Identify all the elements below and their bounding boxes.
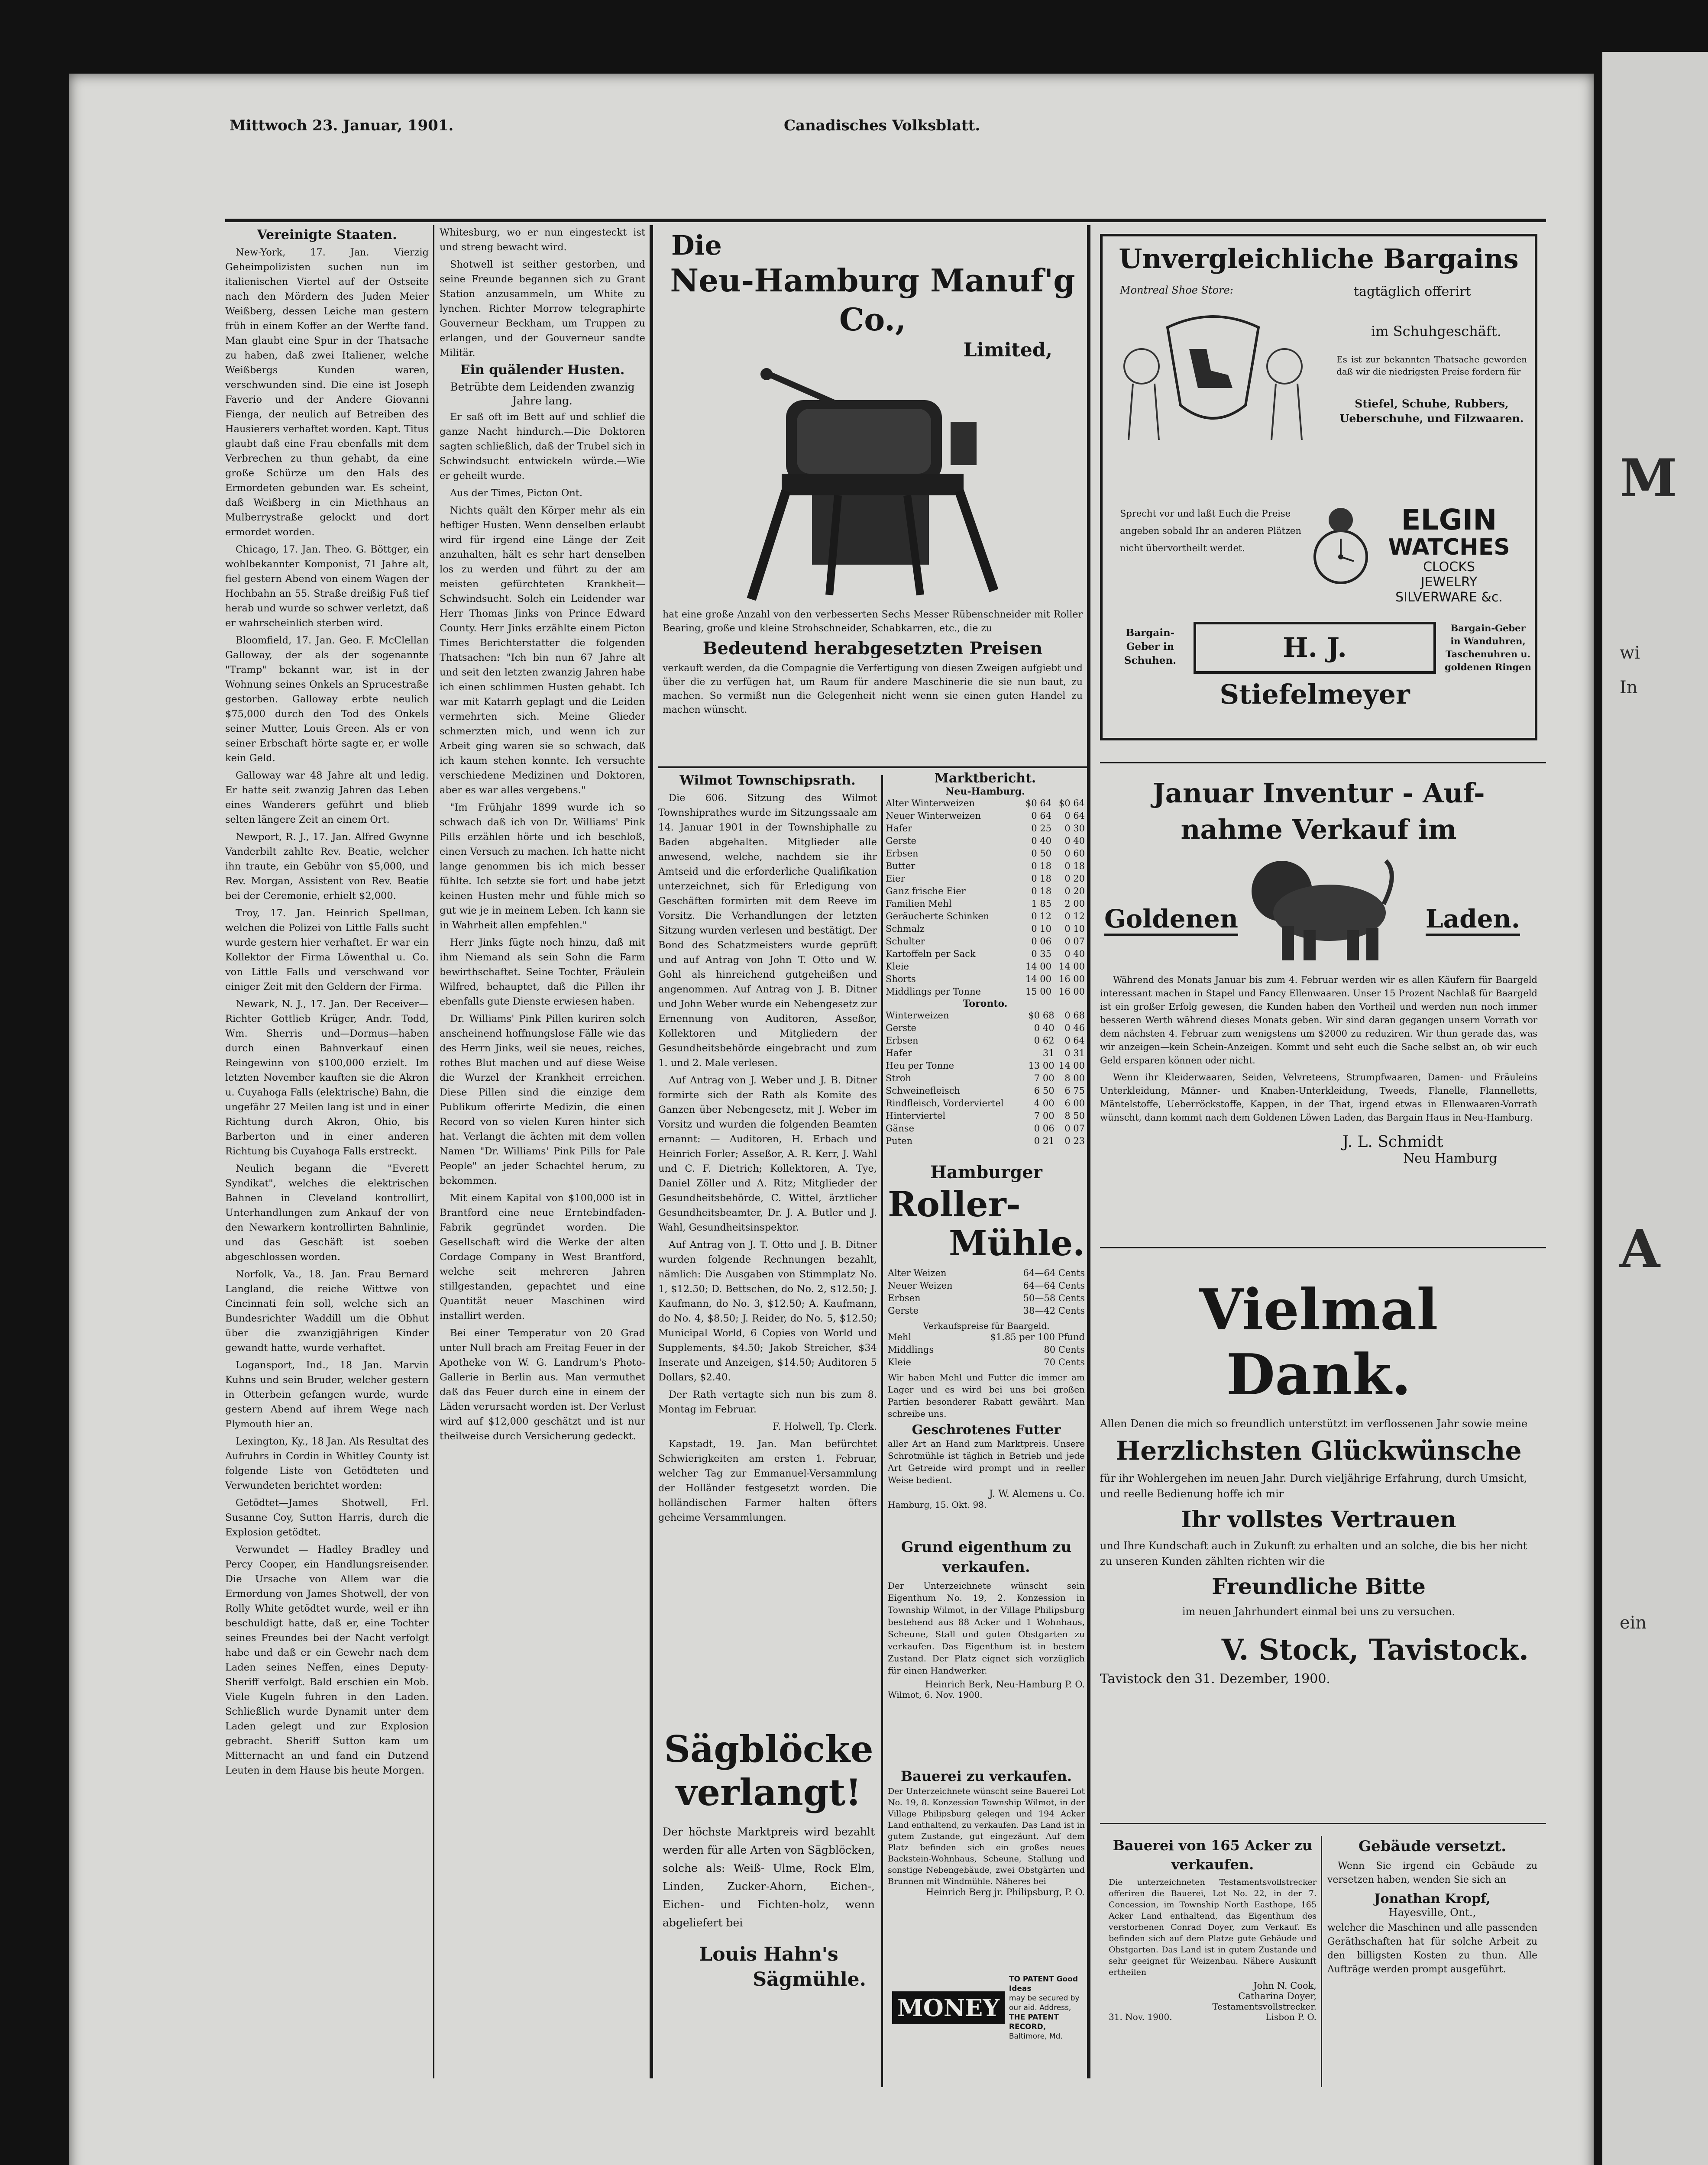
table-cell: 0 10 [1031, 924, 1052, 934]
brand-elgin: ELGIN [1401, 503, 1497, 536]
table-cell: 13 00 [1028, 1060, 1055, 1071]
price-table [888, 1331, 1085, 1369]
ad-headline: nahme Verkauf im [1181, 814, 1457, 845]
adjacent-text: In [1620, 678, 1638, 698]
ad-headline: Gebäude versetzt. [1358, 1838, 1507, 1855]
signature: F. Holwell, Tp. Clerk. [772, 1421, 877, 1432]
ad-owner: Louis Hahn's [699, 1943, 838, 1965]
table-row [886, 986, 1085, 998]
table-cell: Gerste [886, 1023, 916, 1033]
article-paragraph: Aus der Times, Picton Ont. [450, 488, 583, 499]
brand-watches: WATCHES [1388, 534, 1510, 560]
table-row [888, 1280, 1085, 1292]
table-cell: 0 06 [1031, 936, 1052, 947]
ad-headline: Ihr vollstes Vertrauen [1181, 1506, 1456, 1533]
section-title: Vereinigte Staaten. [257, 227, 397, 242]
table-row [886, 973, 1085, 986]
table-cell: 0 40 [1064, 949, 1085, 959]
news-item: Norfolk, Va., 18. Jan. Frau Bernard Langland, die reiche Wittwe von Cincinnati fein soll, welche sich an Bundesrichter Waddill um die Obhut über die zwanzigjährigen Kinder gewandt hatte, wurde verhaftet. [225, 1269, 429, 1354]
header-rule [225, 219, 1546, 222]
table-cell: 14 00 [1058, 961, 1085, 972]
ad-body: Allen Denen die mich so freundlich unterstützt im verflossenen Jahr sowie meine [1100, 1418, 1528, 1430]
newspaper-name: Canadisches Volksblatt. [784, 117, 980, 134]
table-cell: 64—64 Cents [1023, 1268, 1085, 1278]
ad-stiefelmeyer-bargains [1100, 234, 1537, 740]
table-cell: Ganz frische Eier [886, 886, 966, 896]
section-title: Wilmot Townschipsrath. [679, 773, 856, 788]
ad-headline: Bauerei von 165 Acker zu verkaufen. [1113, 1837, 1313, 1873]
table-cell: 0 68 [1064, 1010, 1085, 1021]
table-row [888, 1292, 1085, 1305]
table-cell: 16 00 [1058, 974, 1085, 984]
table-cell: 0 10 [1064, 924, 1085, 934]
table-cell: 8 00 [1064, 1073, 1085, 1083]
table-cell: 14 00 [1025, 974, 1052, 984]
table-cell: 6 75 [1064, 1086, 1085, 1096]
ad-goods: Stiefel, Schuhe, Rubbers, Ueberschuhe, und Filzwaaren. [1339, 397, 1524, 425]
table-cell: 0 64 [1064, 1035, 1085, 1046]
signature: J. L. Schmidt [1342, 1133, 1443, 1151]
table-cell: Geräucherte Schinken [886, 911, 990, 921]
company-name: Neu-Hamburg Manuf'g Co., [670, 262, 1075, 338]
table-row [886, 960, 1085, 973]
table-row [886, 860, 1085, 872]
table-cell: Erbsen [888, 1293, 921, 1303]
section-rule [1100, 1823, 1546, 1824]
ad-headline: Herzlichsten Glückwünsche [1116, 1436, 1522, 1466]
article-paragraph: Dr. Williams' Pink Pillen kuriren solch anscheinend hoffnungslose Fälle wie das des Herrn Jinks, weil sie neues, reiches, rothes Blut machen und auf diese Weise die Wurzel der Krankheit erreichen. Diese Pillen sind die einzige dem Publikum offerirte Medizin, die einen Record von so vielen Kuren hinter sich hat. Verlangt die ächten mit dem vollen Namen "Dr. Williams' Pink Pills for Pale People" an jeder Schachtel herum, zu bekommen. [440, 1013, 645, 1186]
news-item: Logansport, Ind., 18 Jan. Marvin Kuhns und sein Bruder, welcher gestern in Otterbein gefangen wurde, wurde gestern Abend auf ihrem Wege nach Plymouth hier an. [225, 1360, 429, 1430]
table-cell: 0 18 [1031, 873, 1052, 884]
table-row [888, 1344, 1085, 1356]
ad-body: Der höchste Marktpreis wird bezahlt werden für alle Arten von Sägblöcken, solche als: Weiß- Ulme, Rock Elm, Linden, Zucker-Ahorn, Eichen-, Eichen- und Fichten-holz, wenn abgeliefert bei [663, 1826, 875, 1929]
news-item: New-York, 17. Jan. Vierzig Geheimpolizisten suchen nun im italienischen Viertel auf der Ostseite nach den Mördern des Juden Meier Weißberg, dessen Leiche man gestern früh in einem Koffer an der Werfte fand. Man glaubt eine Spur in der Thatsache zu haben, daß zwei Italiener, welche Weißbergs Kunden waren, verschwunden sind. Die eine ist Joseph Faverio und der Andere Giovanni Fienga, der neulich auf Betreiben des Hausierers verhaftet worden. Kapt. Titus glaubt daß eine Frau ebenfalls mit dem Verbrechen zu thun gehabt, da eine große Schürze um den Hals des Ermordeten gebunden war. Es scheint, daß Weißberg in ein Miethhaus an Mulberrystraße gelockt und dort ermordet worden. [225, 247, 429, 538]
article-title: Ein quälender Husten. [460, 362, 625, 378]
table-cell: 64—64 Cents [1023, 1280, 1085, 1291]
table-cell: 70 Cents [1044, 1357, 1085, 1367]
table-cell: 0 40 [1031, 836, 1052, 846]
ad-subhead: Geschrotenes Futter [912, 1422, 1061, 1438]
signature: Heinrich Berk, Neu-Hamburg P. O. [925, 1679, 1085, 1690]
ad-label: Bargain-Geber in Schuhen. [1124, 627, 1177, 666]
signature: Catharina Doyer, [1238, 1991, 1317, 2001]
table-row [886, 1085, 1085, 1097]
table-row [888, 1356, 1085, 1369]
column-rule [881, 775, 883, 2087]
table-cell: 0 23 [1064, 1136, 1085, 1146]
table-cell: Rindfleisch, Vorderviertel [886, 1098, 1004, 1108]
table-cell: 0 40 [1034, 1023, 1055, 1033]
article-subtitle: Betrübte dem Leidenden zwanzig Jahre lang. [450, 381, 635, 407]
adjacent-text: ein [1620, 1613, 1647, 1633]
table-row [886, 797, 1085, 810]
ad-line: Baltimore, Md. [1009, 2032, 1063, 2041]
table-row [886, 872, 1085, 885]
signature: Testamentsvollstrecker. [1212, 2001, 1317, 2012]
table-cell: 0 35 [1031, 949, 1052, 959]
news-item: Kapstadt, 19. Jan. Man befürchtet Schwierigkeiten am ersten 1. Februar, welcher Tag zur Emmanuel-Versammlung der Holländer festgesetzt worden. Die holländischen Farmer halten öfters geheime Versammlungen. [658, 1438, 877, 1523]
shoe-illustration [1116, 301, 1310, 444]
ad-body: Während des Monats Januar bis zum 4. Februar werden wir es allen Käufern für Baargeld interessant machen in Stapel und Fancy Ellenwaaren. Unser 15 Prozent Nachlaß für Baargeld ist ein großer Erfolg gewesen, die Kunden haben den Vortheil und werden nun noch immer besseren Werth während dieses Monats geben. Wir sind daran gegangen unsern Vorrath vor dem nächsten 4. Februar zum wenigstens um $2000 zu reduziren. Wir thun gerade das, was wir anzeigen—kein Schein-Anzeigen. Kommt und seht euch die Sache selbst an, ob wir euch Geld ersparen können oder nicht. [1100, 975, 1537, 1066]
article-paragraph: Herr Jinks fügte noch hinzu, daß mit ihm Niemand als sein Sohn die Farm bewirthschaftet. Seine Tochter, Fräulein Wilfred, behauptet, daß die Pillen ihr ebenfalls gute Dienste erwiesen haben. [440, 937, 645, 1007]
news-item: Whitesburg, wo er nun eingesteckt ist und streng bewacht wird. [440, 227, 645, 253]
merchant-signature: V. Stock, Tavistock. [1221, 1633, 1529, 1667]
ad-headline: Januar Inventur - Auf- [1152, 777, 1485, 809]
ad-body: aller Art an Hand zum Marktpreis. Unsere Schrotmühle ist täglich in Betrieb und jede Art Getreide wird prompt und in reeller Weise bedient. [888, 1438, 1085, 1485]
table-cell: Gerste [886, 836, 916, 846]
ad-goldenen-laden [1100, 775, 1537, 1243]
table-cell: $0 64 [1058, 798, 1085, 808]
ad-body: und Ihre Kundschaft auch in Zukunft zu erhalten und an solche, die bis her nicht zu unseren Kunden zählten richten wir die [1100, 1540, 1527, 1567]
news-item: Getödtet—James Shotwell, Frl. Susanne Coy, Sutton Harris, durch die Explosion getödtet. [225, 1497, 429, 1538]
table-cell: Middlings per Tonne [886, 986, 981, 997]
table-cell: Alter Winterweizen [886, 798, 975, 808]
ad-line: TO PATENT Good Ideas [1009, 1975, 1078, 1993]
table-row [886, 822, 1085, 835]
table-row [886, 935, 1085, 948]
company-suffix: Limited, [963, 339, 1052, 361]
market-city: Toronto. [963, 998, 1008, 1009]
ad-neu-hamburg-manufacturing [658, 229, 1087, 762]
ad-headline: Mühle. [948, 1223, 1085, 1263]
adjacent-letter: A [1620, 1218, 1660, 1280]
table-cell: Winterweizen [886, 1010, 949, 1021]
date: 31. Nov. 1900. [1109, 2012, 1172, 2022]
ad-body: im neuen Jahrhundert einmal bei uns zu versuchen. [1182, 1606, 1456, 1618]
table-cell: 0 18 [1064, 861, 1085, 871]
ad-body: Es ist zur bekannten Thatsache geworden daß wir die niedrigsten Preise fordern für [1336, 354, 1527, 377]
article-paragraph: "Im Frühjahr 1899 wurde ich so schwach daß ich von Dr. Williams' Pink Pills erzählen hörte und ich beschloß, einen Versuch zu machen. Ich hatte nicht lange genommen bis ich mich besser fühlte. Ich setzte sie fort und habe jetzt keinen Husten mehr und fühle mich so gut wie je in meinem Leben. Ich kann sie in Wahrheit allen empfehlen." [440, 802, 645, 931]
table-row [886, 1110, 1085, 1122]
table-row [886, 885, 1085, 898]
column-wilmot-council [658, 771, 877, 1723]
table-cell: 0 64 [1064, 811, 1085, 821]
market-report [886, 771, 1085, 1152]
page-header [160, 117, 1568, 143]
ad-line: im Schuhgeschäft. [1371, 323, 1501, 339]
table-cell: 0 12 [1064, 911, 1085, 921]
ad-property-sale [888, 1537, 1085, 1762]
adjacent-page-strip [1602, 52, 1708, 2165]
table-row [886, 1072, 1085, 1085]
table-cell: Butter [886, 861, 915, 871]
table-cell: Hafer [886, 823, 912, 834]
table-row [886, 910, 1085, 923]
table-cell: 0 07 [1064, 1123, 1085, 1134]
ad-headline: Goldenen [1104, 904, 1238, 936]
council-paragraph: Auf Antrag von J. T. Otto und J. B. Ditner wurden folgende Rechnungen bezahlt, nämlich: Die Ausgaben von Stimmplatz No. 1, $12.50; D. Bettschen, do No. 2, $12.50; J. Kaufmann, do No. 3, $12.50; A. Kaufmann, do No. 4, $8.50; J. Reider, do No. 5, $12.50; Municipal World, 6 Copies von World und Supplements, $4.50; Jakob Streicher, $34 Inserate und Anzeigen, $14.50; Auditoren 5 Dollars, $2.40. [658, 1239, 877, 1383]
table-cell: Neuer Weizen [888, 1280, 953, 1291]
signature-place: Neu Hamburg [1403, 1151, 1498, 1166]
news-item: Newport, R. J., 17. Jan. Alfred Gwynne Vanderbilt zahlte Rev. Beatie, welcher ihn traute, ein Gebühr von $5,000, und Rev. Morgan, Assistent von Rev. Beatie bei der Ceremonie, erhielt $2,000. [225, 831, 429, 902]
table-row [886, 1122, 1085, 1135]
table-row [886, 1047, 1085, 1060]
table-cell: 6 50 [1034, 1086, 1055, 1096]
table-cell: 0 40 [1064, 836, 1085, 846]
ad-body: Der Unterzeichnete wünscht seine Bauerei Lot No. 19, 8. Konzession Township Wilmot, in der Village Philipsburg gelegen und 194 Acker Land enthaltend, zu verkaufen. Das Land ist in gutem Zustande, gut eingezäunt. Auf dem Platz befinden sich ein großes neues Backstein-Wohnhaus, Scheune, Stallung und sonstige Nebengebäude, zwei Obstgärten und Brunnen mit Windmühle. Näheres bei [888, 1787, 1085, 1886]
table-row [888, 1305, 1085, 1317]
table-cell: 15 00 [1025, 986, 1052, 997]
table-row [886, 1135, 1085, 1147]
table-cell: 0 20 [1064, 873, 1085, 884]
table-row [886, 1022, 1085, 1034]
table-cell: 31 [1042, 1048, 1055, 1058]
table-cell: Gänse [886, 1123, 915, 1134]
section-rule [1100, 762, 1546, 763]
table-cell: 0 62 [1034, 1035, 1055, 1046]
news-item: Bloomfield, 17. Jan. Geo. F. McClellan Galloway, der als der sogenannte "Tramp" bekannt war, ist in der Wohnung seines Onkels an Sprucestraße gestorben. Galloway erbte neulich $75,000 durch den Tod des Onkels seiner Mutter, Louis Green. Als er von seiner Erbschaft hörte sagte er, er wolle kein Geld. [225, 635, 429, 764]
table-cell: 0 64 [1031, 811, 1052, 821]
ad-body: verkauft werden, da die Compagnie die Verfertigung von diesen Zweigen aufgiebt und über die zu verfügen hat, um Raum für andere Maschinerie die sie nun baut, zu machen. So vermißt nun die Gelegenheit nicht wenn sie einen guten Handel zu machen wünscht. [663, 663, 1083, 715]
ad-body: Der Unterzeichnete wünscht sein Eigenthum No. 19, 2. Konzession in Township Wilmot, in der Village Philipsburg bestehend aus 88 Acker und 1 Wohnhaus, Scheune, Stall und guten Obstgarten zu verkaufen. Das Eigenthum ist in bestem Zustand. Der Platz eignet sich vorzüglich für einen Handwerker. [888, 1580, 1085, 1676]
table-cell: 2 00 [1064, 898, 1085, 909]
council-paragraph: Die 606. Sitzung des Wilmot Townshiprathes wurde im Sitzungssaale am 14. Januar 1901 in der Townshiphalle zu Baden abgehalten. Mitglieder alle anwesend, welche, nachdem sie ihr Amtseid und die erforderliche Qualifikation unterzeichnet, sich für Erledigung von Geschäften formirten mit dem Reeve im Vorsitz. Die Verhandlungen der letzten Sitzung wurden verlesen und bestätigt. Der Bond des Schatzmeisters wurde geprüft und auf Antrag von John T. Otto und W. Gohl als hinreichend gutgeheißen und angenommen. Auf Antrag von J. B. Ditner und John Weber wurde ein Nebengesetz zur Ernennung von Auditoren, Asseßor, Kollektoren und Mitgliedern der Gesundheitsbehörde eingebracht und zum 1. und 2. Male verlesen. [658, 792, 877, 1069]
table-cell: 0 50 [1031, 848, 1052, 859]
table-cell: Heu per Tonne [886, 1060, 954, 1071]
post-office: Lisbon P. O. [1265, 2012, 1317, 2022]
ad-line: tagtäglich offerirt [1354, 284, 1471, 299]
ad-headline: Roller- [888, 1184, 1021, 1225]
table-cell: Gerste [888, 1305, 919, 1316]
date: Hamburg, 15. Okt. 98. [888, 1499, 987, 1510]
ad-farm-sale [888, 1767, 1085, 1961]
table-cell: Puten [886, 1136, 913, 1146]
table-cell: Alter Weizen [888, 1268, 947, 1278]
ad-headline: Vielmal Dank. [1199, 1276, 1438, 1408]
section-rule [1100, 1247, 1546, 1248]
table-row [886, 847, 1085, 860]
table-cell: $1.85 per 100 Pfund [990, 1332, 1085, 1342]
news-item: Verwundet — Hadley Bradley und Percy Cooper, ein Handlungsreisender. Die Ursache von Allem war die Ermordung von James Shotwell, der von Rolly White getödtet wurde, weil er ihn beschuldigt hatte, daß er, eine Tochter seines Freundes bei der Nacht verfolgt habe und daß er ein Gewehr nach dem Laden seines Neffen, eines Deputy-Sheriff verfolgt. Bald erschien ein Mob. Viele Kugeln fuhren in den Laden. Schließlich wurde Dynamit unter dem Laden gelegt und zur Explosion gebracht. Sheriff Sutton kam um Mitternacht an und fand ein Dutzend Leuten in dem Hause bis heute Morgen. [225, 1544, 429, 1776]
table-row [886, 1097, 1085, 1110]
article-paragraph: Nichts quält den Körper mehr als ein heftiger Husten. Wenn denselben erlaubt wird für irgend eine Länge der Zeit anzuhalten, hält es sehr hart denselben los zu werden und führt zu der am meisten gefürchteten Krankheit—Schwindsucht. Solch ein Leidender war Herr Thomas Jinks von Prince Edward County. Herr Jinks erzählte einem Picton Times Berichterstatter die folgenden Thatsachen: "Ich bin nun 67 Jahre alt und seit den letzten zwanzig Jahren habe ich einen schlimmen Husten gehabt. Ich war mit Katarrh geplagt und die Leiden vermehrten sich. Meine Glieder schmerzten mich, und wenn ich zur Arbeit ging waren sie so schwach, daß ich kaum stehen konnte. Ich versuchte verschiedene Medizinen und Doktoren, aber es war alles vergebens." [440, 505, 645, 796]
table-cell: 50—58 Cents [1023, 1293, 1085, 1303]
news-item: Galloway war 48 Jahre alt und ledig. Er hatte seit zwanzig Jahren das Leben eines Wanderers geführt und blieb selten längere Zeit an einem Ort. [225, 770, 429, 825]
date: Tavistock den 31. Dezember, 1900. [1100, 1671, 1330, 1687]
column-rule [1321, 1836, 1322, 2087]
table-cell: 0 18 [1031, 886, 1052, 896]
table-cell: 0 18 [1031, 861, 1052, 871]
ad-headline: Hamburger [930, 1162, 1042, 1183]
news-item: Shotwell ist seither gestorben, und seine Freunde begannen sich zu Grant Station anzusammeln, um White zu lynchen. Richter Morrow telegraphirte Gouverneur Beckham, um Truppen zu erlangen, und der Gouverneur sandte Militär. [440, 259, 645, 359]
table-cell: Schulter [886, 936, 925, 947]
table-cell: 0 06 [1034, 1123, 1055, 1134]
ad-subhead: Verkaufspreise für Baargeld. [923, 1321, 1050, 1331]
ad-body: für ihr Wohlergehen im neuen Jahr. Durch vieljährige Erfahrung, durch Umsicht, und reelle Bedienung hoffe ich mir [1100, 1472, 1527, 1500]
ad-headline: Sägblöcke verlangt! [664, 1728, 873, 1814]
table-row [886, 898, 1085, 910]
contractor-place: Hayesville, Ont., [1388, 1906, 1476, 1919]
ad-headline: Grund eigenthum zu verkaufen. [901, 1538, 1072, 1576]
lion-illustration [1239, 848, 1394, 965]
table-row [886, 835, 1085, 847]
column-news-2 [440, 225, 645, 2087]
signature: J. W. Alemens u. Co. [989, 1489, 1085, 1499]
news-item: Lexington, Ky., 18 Jan. Als Resultat des Aufruhrs in Cordin in Whitley County ist folgende Liste von Getödteten und Verwundeten berichtet worden: [225, 1436, 429, 1491]
table-cell: Eier [886, 873, 905, 884]
table-cell: Middlings [888, 1344, 934, 1355]
issue-date: Mittwoch 23. Januar, 1901. [230, 117, 454, 134]
news-item: Neulich begann die "Everett Syndikat", welches die elektrischen Bahnen in Cleveland kontrollirt, Unterhandlungen zum Ankauf der von den Newarkern kontrollirten Bahnlinie, und das Geschäft ist soeben abgeschlossen worden. [225, 1163, 429, 1263]
table-cell: Schmalz [886, 924, 925, 934]
price-table [888, 1267, 1085, 1317]
ad-saw-logs [663, 1728, 875, 2087]
column-rule [433, 225, 434, 2078]
market-city: Neu-Hamburg. [945, 786, 1025, 797]
table-cell: 0 31 [1064, 1048, 1085, 1058]
table-cell: 38—42 Cents [1023, 1305, 1085, 1316]
news-item: Troy, 17. Jan. Heinrich Spellman, welchen die Polizei von Little Falls sucht wurde gestern hier verhaftet. Er war ein Kollektor der Firma Löwenthal u. Co. von Little Falls und verschwand vor einiger Zeit mit den Geldern der Firma. [225, 908, 429, 992]
table-cell: $0 64 [1025, 798, 1052, 808]
market-table-neu-hamburg [886, 797, 1085, 998]
table-cell: 0 25 [1031, 823, 1052, 834]
table-cell: 14 00 [1025, 961, 1052, 972]
table-row [888, 1331, 1085, 1344]
table-cell: 6 00 [1064, 1098, 1085, 1108]
adjacent-text: wi [1620, 643, 1640, 663]
ad-building-moving [1327, 1836, 1537, 2078]
brand-silverware: SILVERWARE &c. [1395, 590, 1503, 605]
table-cell: 16 00 [1058, 986, 1085, 997]
ad-body: Wenn ihr Kleiderwaaren, Seiden, Velvreteens, Strumpfwaaren, Damen- und Fräuleins Unterkleidung, Männer- und Knaben-Unterkleidung, Tweeds, Flanelle, Flannelletts, Mäntelstoffe, Ueberröckstoffe, Kappen, in der That, irgend etwas in Ellenwaaren-Vorrath wünscht, dann kommt nach dem Goldenen Löwen Laden, das Bargain Haus in Neu-Hamburg. [1100, 1072, 1537, 1123]
table-cell: 7 00 [1034, 1073, 1055, 1083]
article-paragraph: Mit einem Kapital von $100,000 ist in Brantford eine neue Erntebindfaden-Fabrik gegründet worden. Die Gesellschaft wird die Werke der alten Cordage Company in West Brantford, welche seit mehreren Jahren stillgestanden, gepachtet und eine Quantität neuer Maschinen wird installirt werden. [440, 1192, 645, 1322]
table-cell: Shorts [886, 974, 916, 984]
ad-line: THE PATENT RECORD, [1009, 2013, 1059, 2031]
merchant-name: H. J. Stiefelmeyer [1194, 622, 1436, 674]
ad-body: Die unterzeichneten Testamentsvollstrecker offeriren die Bauerei, Lot No. 22, in der 7. Concession, im Township North Easthope, 165 Acker Land enthaltend, das Eigenthum des verstorbenen Conrad Doyer, zum Verkauf. Es befinden sich auf dem Platze gute Gebäude und Obstgarten. Das Land ist in gutem Zustande und sehr geeignet für Weizenbau. Nähere Auskunft ertheilen [1109, 1877, 1317, 1977]
table-cell: Schweinefleisch [886, 1086, 960, 1096]
table-row [886, 1060, 1085, 1072]
table-cell: Familien Mehl [886, 898, 952, 909]
section-title: Marktbericht. [934, 771, 1036, 786]
table-row [886, 1034, 1085, 1047]
table-cell: 14 00 [1058, 1060, 1085, 1071]
article-paragraph: Bei einer Temperatur von 20 Grad unter Null brach am Freitag Feuer in der Apotheke von W. G. Landrum's Photo-Gallerie in Berlin aus. Man vermuthet daß das Feuer durch eine in einem der Läden verursacht worden ist. Der Verlust wird auf $12,000 geschätzt und ist nur theilweise durch Versicherung gedeckt. [440, 1328, 645, 1442]
table-cell: $0 68 [1028, 1010, 1055, 1021]
ad-body: hat eine große Anzahl von den verbesserten Sechs Messer Rübenschneider mit Roller Bearing, große und kleine Strohschneider, Schabkarren, etc., die zu [663, 609, 1083, 634]
table-cell: 0 12 [1031, 911, 1052, 921]
column-vereinigte-staaten [225, 225, 429, 2087]
table-row [886, 810, 1085, 822]
council-paragraph: Der Rath vertagte sich nun bis zum 8. Montag im Februar. [658, 1389, 877, 1415]
article-paragraph: Er saß oft im Bett auf und schlief die ganze Nacht hindurch.—Die Doktoren sagten schließlich, daß der Trubel sich in Schwindsucht entwickeln würde.—Wie er geheilt wurde. [440, 411, 645, 481]
store-name: Montreal Shoe Store: [1120, 284, 1233, 296]
table-row [886, 948, 1085, 960]
table-row [886, 923, 1085, 935]
brand-jewelry: JEWELRY [1420, 575, 1478, 590]
table-row [886, 1009, 1085, 1022]
section-rule [658, 766, 1087, 768]
ad-vielmal-dank [1100, 1277, 1537, 1819]
ad-line: Die [671, 229, 722, 261]
money-banner: MONEY [892, 1991, 1005, 2024]
table-cell: 0 21 [1034, 1136, 1055, 1146]
ad-body: Wir haben Mehl und Futter die immer am Lager und es wird bei uns bei großen Partien besonderer Rabatt gewährt. Man schreibe uns. [888, 1372, 1085, 1419]
table-row [888, 1267, 1085, 1280]
ad-body: welcher die Maschinen und alle passenden Geräthschaften hat für solche Arbeit zu den billigsten Kosten zu thun. Alle Aufträge werden prompt ausgeführt. [1327, 1923, 1537, 1975]
ad-headline: Laden. [1426, 904, 1520, 936]
column-rule [650, 225, 653, 2078]
table-cell: Erbsen [886, 1035, 919, 1046]
table-cell: Hinterviertel [886, 1111, 946, 1121]
signature: Heinrich Berg jr. Philipsburg, P. O. [925, 1887, 1085, 1897]
table-cell: Erbsen [886, 848, 919, 859]
ad-body: Wenn Sie irgend ein Gebäude zu versetzen haben, wenden Sie sich an [1327, 1861, 1537, 1885]
table-cell: 7 00 [1034, 1111, 1055, 1121]
news-item: Newark, N. J., 17. Jan. Der Receiver—Richter Gottlieb Krüger, Andr. Todd, Wm. Sherris und—Dormus—haben durch einen Bahnverkauf einen Reingewinn von $100,000 erzielt. Im letzten November kauften sie die Akron u. Cuyahoga Falls (elektrische) Bahn, die ungefähr 27 Meilen lang ist und in einer Richtung durch Akron, Ohio, bis Barberton und in einer anderen Richtung bis Cuyahoga Falls erstreckt. [225, 998, 429, 1157]
table-cell: 0 30 [1064, 823, 1085, 834]
table-cell: Mehl [888, 1332, 912, 1342]
ad-headline: Bauerei zu verkaufen. [900, 1768, 1072, 1784]
ad-headline: Bedeutend herabgesetzten Preisen [702, 638, 1043, 659]
table-cell: Kleie [888, 1357, 911, 1367]
ad-headline: Freundliche Bitte [1212, 1574, 1426, 1599]
council-paragraph: Auf Antrag von J. Weber und J. B. Ditner formirte sich der Rath als Komite des Ganzen über Nebengesetz, mit J. Weber im Vorsitz und wurden die folgenden Beamten ernannt: — Auditoren, H. Erbach und Heinrich Forler; Asseßor, A. R. Kerr, J. Wahl und C. F. Dietrich; Kollektoren, A. Tye, Daniel Zöller und A. Ritz; Mitglieder der Gesundheitsbehörde, C. Wittel, ärztlicher Gesundheitsbeamter, Dr. J. A. Butler und J. Wahl, Gesundheitsinspektor. [658, 1075, 877, 1233]
market-table-toronto [886, 1009, 1085, 1147]
contractor-name: Jonathan Kropf, [1374, 1891, 1491, 1906]
column-rule [1087, 225, 1090, 2078]
table-cell: Neuer Winterweizen [886, 811, 981, 821]
table-cell: 0 46 [1064, 1023, 1085, 1033]
table-cell: 1 85 [1031, 898, 1052, 909]
ad-mill: Sägmühle. [753, 1968, 866, 1991]
table-cell: 80 Cents [1044, 1344, 1085, 1355]
ad-label: Bargain-Geber in Wanduhren, Taschenuhren u. goldenen Ringen [1445, 623, 1531, 672]
table-cell: 0 60 [1064, 848, 1085, 859]
table-cell: Stroh [886, 1073, 912, 1083]
table-cell: Kartoffeln per Sack [886, 949, 976, 959]
table-cell: Kleie [886, 961, 909, 972]
table-cell: 0 20 [1064, 886, 1085, 896]
date: Wilmot, 6. Nov. 1900. [888, 1690, 983, 1700]
table-cell: 0 07 [1064, 936, 1085, 947]
root-cutter-machine-image [725, 365, 1020, 608]
table-cell: 4 00 [1034, 1098, 1055, 1108]
signature: John N. Cook, [1253, 1981, 1317, 1991]
table-cell: Hafer [886, 1048, 912, 1058]
ad-165-acre-farm [1109, 1836, 1317, 2078]
news-item: Chicago, 17. Jan. Theo. G. Böttger, ein wohlbekannter Komponist, 71 Jahre alt, fiel gestern Abend von einem Wagen der Hochbahn an 55. Straße dreißig Fuß tief herab und wurde so schwer verletzt, daß er wahrscheinlich sterben wird. [225, 544, 429, 629]
ad-patent-money [892, 1974, 1083, 2041]
adjacent-letter: M [1620, 448, 1677, 509]
ad-body: Sprecht vor und laßt Euch die Preise angeben sobald Ihr an anderen Plätzen nicht übervortheilt werdet. [1120, 508, 1301, 553]
ad-headline: Unvergleichliche Bargains [1119, 243, 1519, 275]
table-cell: 8 50 [1064, 1111, 1085, 1121]
ad-line: may be secured by our aid. Address, [1009, 1994, 1080, 2012]
brand-clocks: CLOCKS [1423, 559, 1475, 575]
